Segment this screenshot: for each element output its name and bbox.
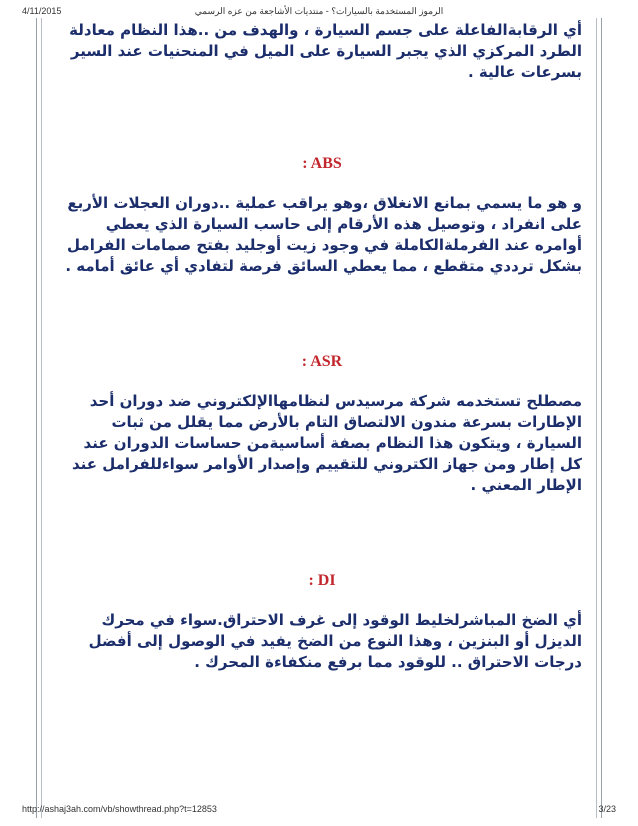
post-content <box>58 20 586 673</box>
section-body-abs: و هو ما يسمي بمانع الانغلاق ،وهو يراقب عملية ..دوران العجلات الأربع على انفراد ، وتوصيل هذه الأرقام إلى حاسب السيارة الذي يعطي أوامره عند الفرملةالكاملة في وجود زيت أوجليد بفتح صمامات الفرامل بشكل ترددي متقطع ، مما يعطي السائق فرصة لتفادي أي عائق أمامه . <box>65 194 582 275</box>
print-date: 4/11/2015 <box>22 6 62 16</box>
page-number: 3/23 <box>598 804 616 814</box>
section-body-di: أي الضخ المباشرلخليط الوقود إلى غرف الاحتراق.سواء في محرك الديزل أو البنزين ، وهذا النوع من الضخ يفيد في الوصول إلى أفضل درجات الاحتراق .. للوقود مما برفع منكفاءة المحرك . <box>88 611 582 671</box>
section-heading-abs: : ABS <box>302 155 342 172</box>
section-body-asr: مصطلح تستخدمه شركة مرسيدس لنظامهاالإلكتروني ضد دوران أحد الإطارات بسرعة مندون الالتصاق التام بالأرض مما يقلل من ثبات السيارة ، ويتكون هذا النظام بصفة أساسيةمن حساسات الدوران عند كل إطار ومن جهاز الكتروني للتقييم وإصدار الأوامر سواءللفرامل عند الإطار المعني . <box>72 392 582 494</box>
section-heading-asr: : ASR <box>301 353 343 370</box>
print-url-link[interactable]: http://ashaj3ah.com/vb/showthread.php?t=12853 <box>22 804 217 814</box>
print-page-title: الرموز المستخدمة بالسيارات؟ - منتديات الأشاجعة من عزه الرسمي <box>194 6 444 16</box>
intro-paragraph: أي الرقابةالفاعلة على جسم السيارة ، والهدف من ..هذا النظام معادلة الطرد المركزي الذي يجبر السيارة على الميل في المنحنيات عند السير بسرعات عالية . <box>69 21 582 81</box>
section-heading-di: : DI <box>308 572 336 589</box>
print-footer <box>0 804 638 818</box>
